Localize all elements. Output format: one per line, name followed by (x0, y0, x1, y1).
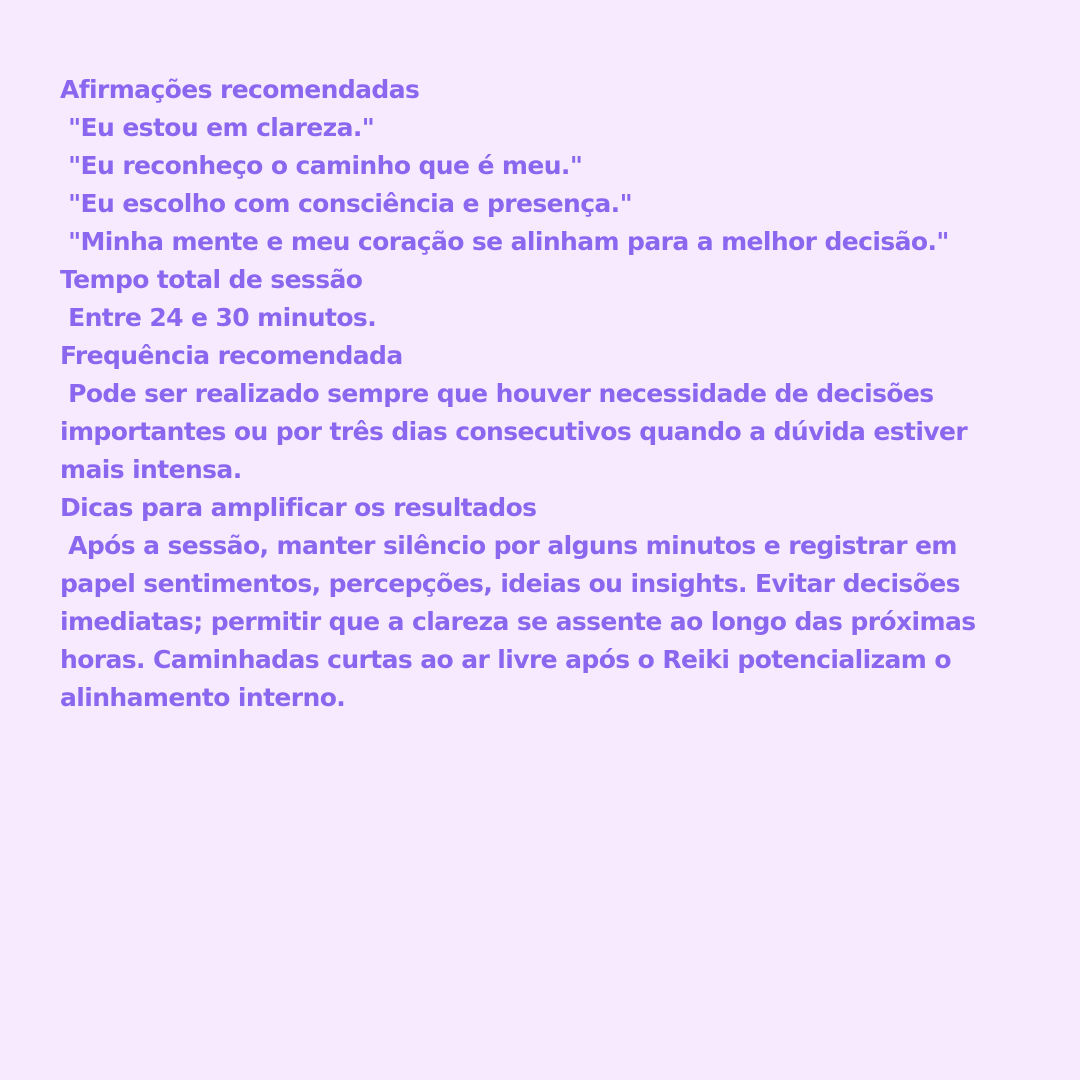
affirmation-item: "Eu estou em clareza." (60, 113, 375, 142)
tips-text: Após a sessão, manter silêncio por alguns minutos e registrar em papel sentimentos, percepções, ideias ou insights. Evitar decisões imediatas; permitir que a clareza se assente ao longo das próximas horas. Caminhadas curtas ao ar livre após o Reiki potencializam o alinhamento interno. (60, 531, 984, 712)
affirmations-heading: Afirmações recomendadas (60, 75, 420, 104)
frequency-heading: Frequência recomendada (60, 341, 403, 370)
tips-heading: Dicas para amplificar os resultados (60, 493, 537, 522)
affirmation-item: "Eu reconheço o caminho que é meu." (60, 151, 583, 180)
document-body (60, 71, 1020, 717)
session-time-heading: Tempo total de sessão (60, 265, 363, 294)
affirmation-item: "Minha mente e meu coração se alinham para a melhor decisão." (60, 227, 949, 256)
session-time-text: Entre 24 e 30 minutos. (60, 303, 377, 332)
frequency-text: Pode ser realizado sempre que houver necessidade de decisões importantes ou por três dias consecutivos quando a dúvida estiver mais intensa. (60, 379, 976, 484)
affirmation-item: "Eu escolho com consciência e presença." (60, 189, 633, 218)
